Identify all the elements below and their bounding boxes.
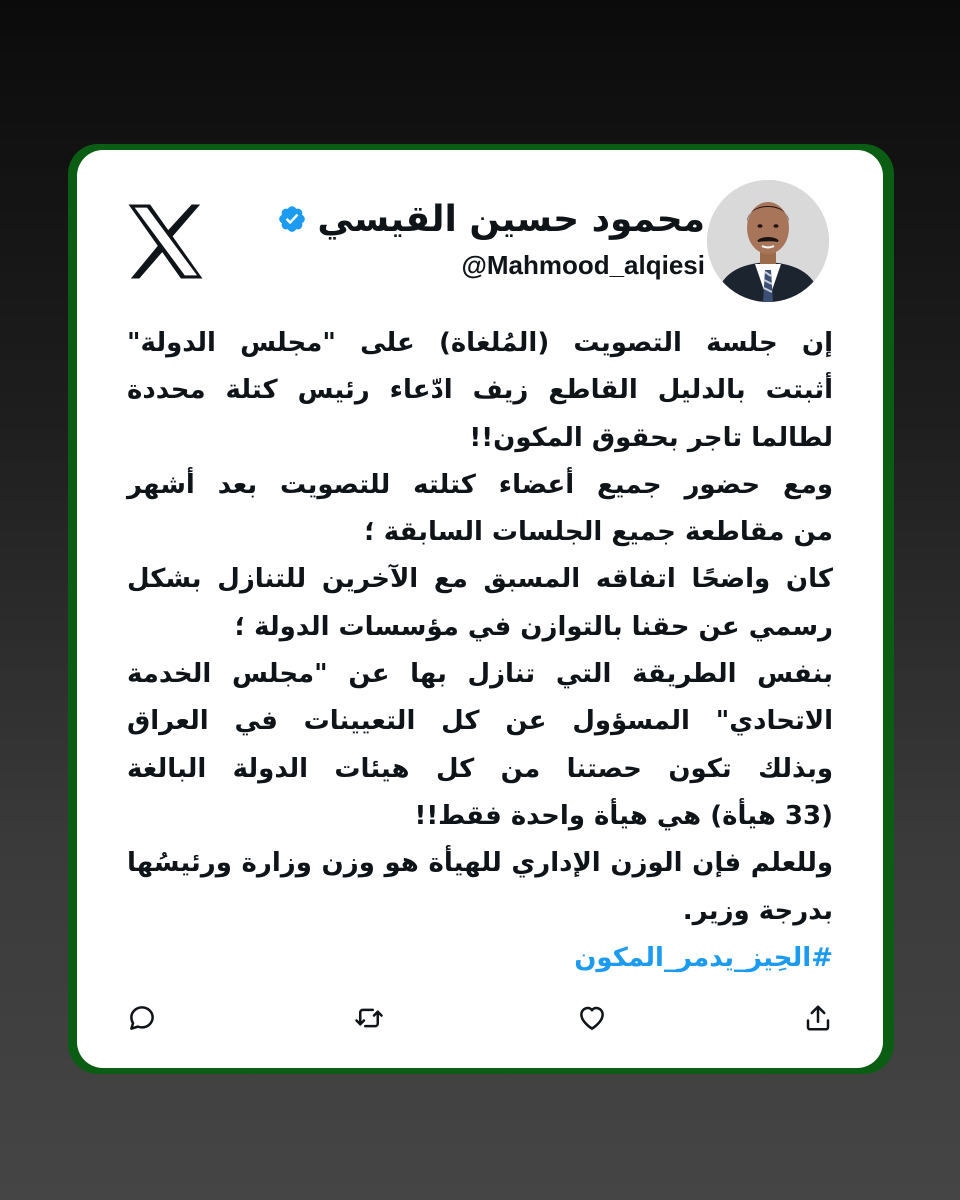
verified-badge-icon	[277, 204, 307, 234]
tweet-line: كان واضحًا اتفاقه المسبق مع الآخرين للتنازل بشكل	[127, 564, 833, 595]
x-logo-icon	[127, 203, 204, 280]
tweet-line: وللعلم فإن الوزن الإداري للهيأة هو وزن وزارة ورئيسُها	[127, 848, 833, 879]
share-button[interactable]	[803, 1003, 833, 1033]
author-handle[interactable]: @Mahmood_alqiesi	[461, 250, 705, 280]
tweet-line: بدرجة وزير.	[682, 895, 833, 926]
hashtag-link[interactable]: #الحِيز_يدمر_المكون	[574, 943, 833, 973]
tweet-line: من مقاطعة جميع الجلسات السابقة ؛	[364, 517, 833, 548]
tweet-line: أثبتت بالدليل القاطع زيف ادّعاء رئيس كتلة محددة	[127, 375, 833, 406]
tweet-line: (33 هيأة) هي هيأة واحدة فقط!!	[414, 800, 833, 831]
tweet-line: إن جلسة التصويت (المُلغاة) على "مجلس الدولة"	[127, 328, 833, 358]
retweet-icon	[354, 1003, 384, 1033]
retweet-button[interactable]	[354, 1003, 384, 1033]
reply-icon	[127, 1003, 157, 1033]
author-display-name[interactable]: محمود حسين القيسي	[317, 198, 705, 240]
author-name-row	[277, 194, 705, 244]
share-icon	[803, 1003, 833, 1033]
heart-icon	[577, 1003, 607, 1033]
tweet-line: وبذلك تكون حصتنا من كل هيئات الدولة البالغة	[127, 753, 833, 784]
tweet-line: بنفس الطريقة التي تنازل بها عن "مجلس الخدمة	[127, 659, 833, 690]
tweet-line: الاتحادي" المسؤول عن كل التعيينات في العراق	[127, 706, 833, 737]
like-button[interactable]	[577, 1003, 607, 1033]
reply-button[interactable]	[127, 1003, 157, 1033]
tweet-card	[77, 150, 883, 1068]
avatar[interactable]	[707, 180, 829, 302]
tweet-line: لطالما تاجر بحقوق المكون!!	[469, 422, 833, 453]
tweet-text	[127, 320, 833, 935]
tweet-line: رسمي عن حقنا بالتوازن في مؤسسات الدولة ؛	[234, 611, 833, 642]
tweet-line: ومع حضور جميع أعضاء كتلته للتصويت بعد أشهر	[127, 469, 833, 500]
